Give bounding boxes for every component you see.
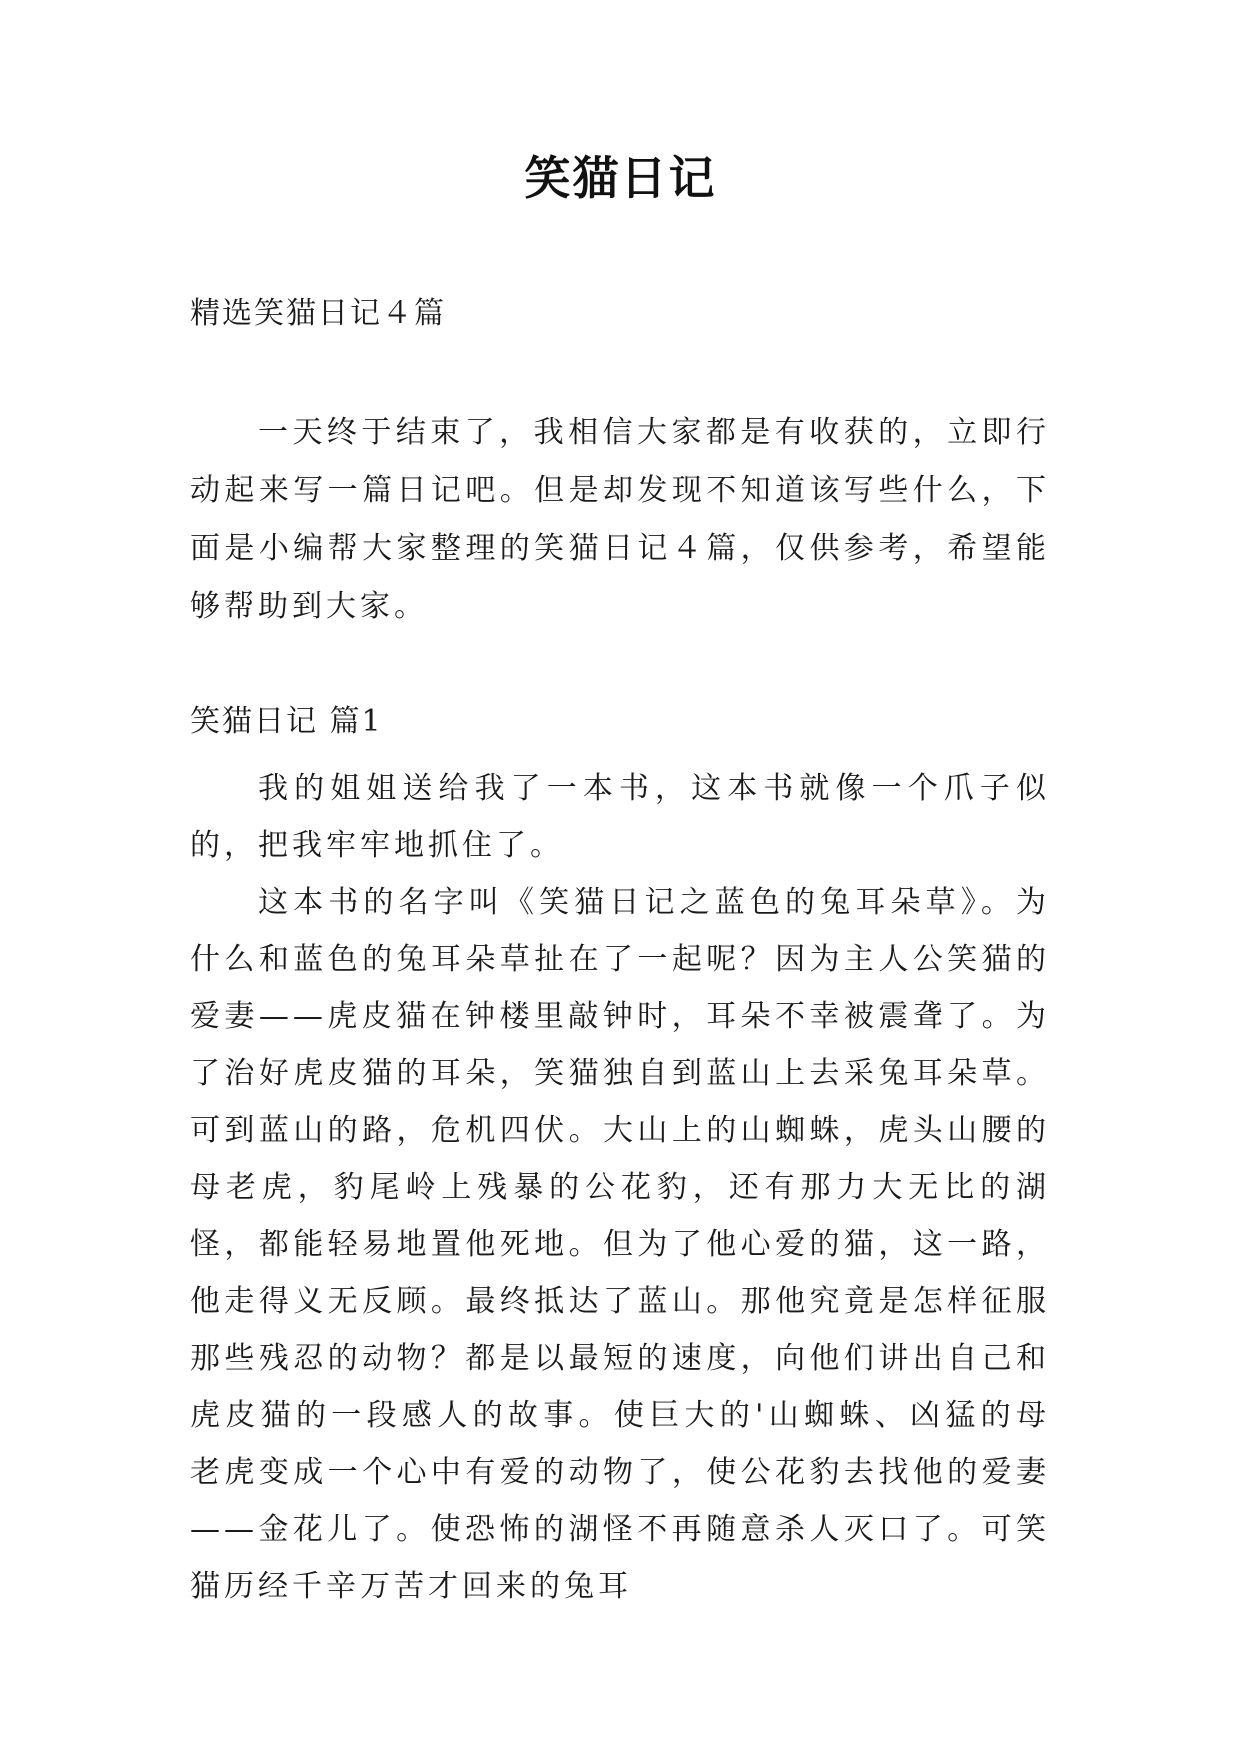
body-paragraph: 我的姐姐送给我了一本书，这本书就像一个爪子似的，把我牢牢地抓住了。 [190, 771, 1050, 863]
page-title: 笑猫日记 [524, 151, 717, 205]
section-body [190, 760, 1050, 1615]
document-subtitle: 精选笑猫日记４篇 [190, 296, 446, 331]
intro-paragraph: 一天终于结束了，我相信大家都是有收获的，立即行动起来写一篇日记吧。但是却发现不知道该写些什么，下面是小编帮大家整理的笑猫日记４篇，仅供参考，希望能够帮助到大家。 [190, 415, 1050, 624]
section-heading: 笑猫日记 篇1 [190, 704, 383, 739]
body-paragraph: 这本书的名字叫《笑猫日记之蓝色的兔耳朵草》。为什么和蓝色的兔耳朵草扯在了一起呢？因为主人公笑猫的爱妻——虎皮猫在钟楼里敲钟时，耳朵不幸被震聋了。为了治好虎皮猫的耳朵，笑猫独自到蓝山上去采兔耳朵草。可到蓝山的路，危机四伏。大山上的山蜘蛛，虎头山腰的母老虎，豹尾岭上残暴的公花豹，还有那力大无比的湖怪，都能轻易地置他死地。但为了他心爱的猫，这一路，他走得义无反顾。最终抵达了蓝山。那他究竟是怎样征服那些残忍的动物？都是以最短的速度，向他们讲出自己和虎皮猫的一段感人的故事。使巨大的'山蜘蛛、凶猛的母老虎变成一个心中有爱的动物了，使公花豹去找他的爱妻——金花儿了。使恐怖的湖怪不再随意杀人灭口了。可笑猫历经千辛万苦才回来的兔耳 [190, 885, 1050, 1604]
